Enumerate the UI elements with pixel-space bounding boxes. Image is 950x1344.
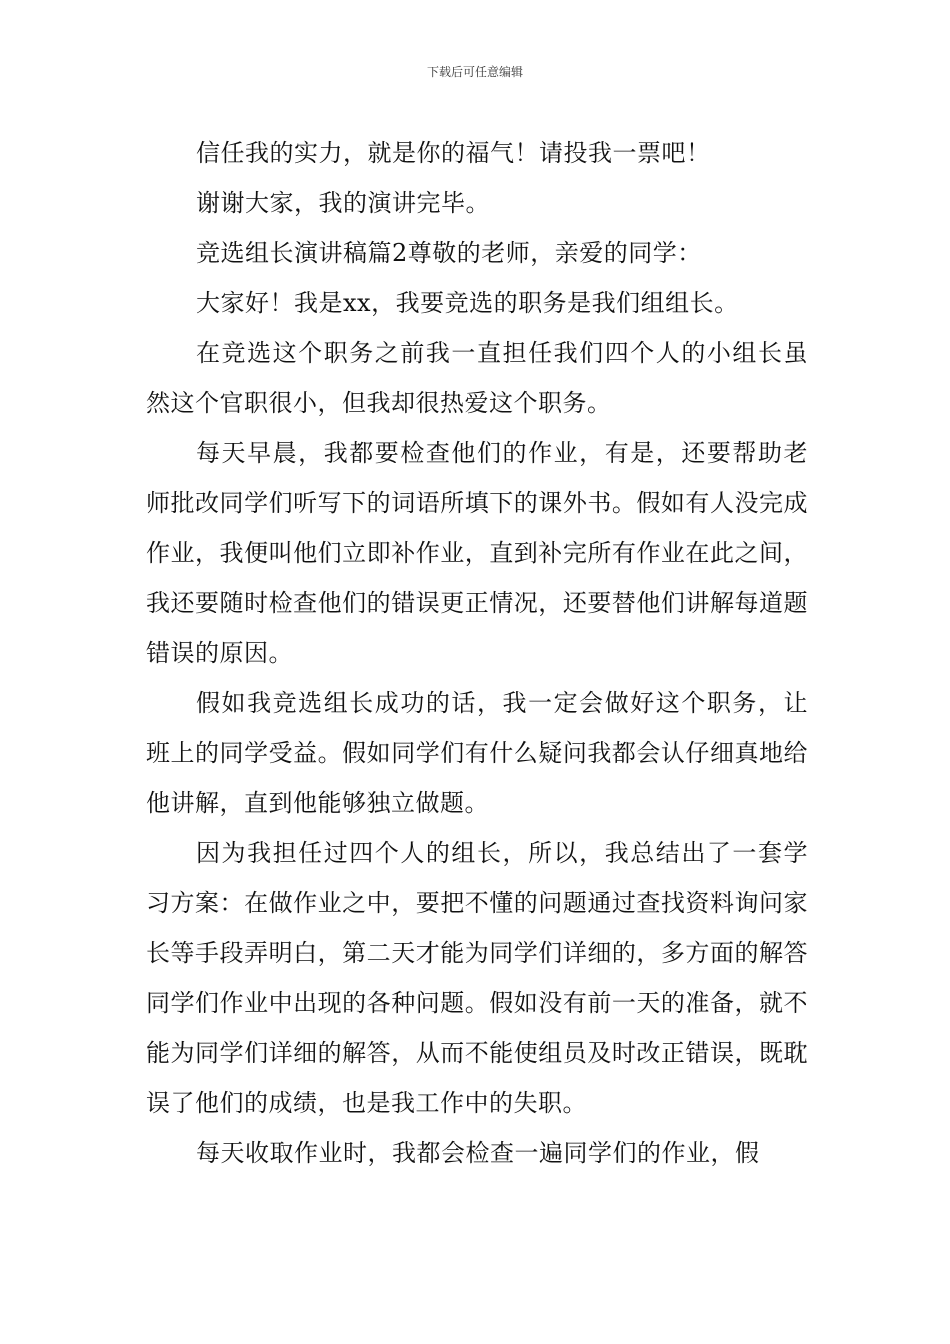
paragraph: 每天早晨，我都要检查他们的作业，有是，还要帮助老师批改同学们听写下的词语所填下的课外书。假如有人没完成作业，我便叫他们立即补作业，直到补完所有作业在此之间，我还要随时检查他们的错误更正情况，还要替他们讲解每道题错误的原因。 (146, 439, 808, 667)
paragraph: 谢谢大家，我的演讲完毕。 (196, 189, 490, 217)
paragraph: 假如我竞选组长成功的话，我一定会做好这个职务，让班上的同学受益。假如同学们有什么疑问我都会认仔细真地给他讲解，直到他能够独立做题。 (146, 689, 808, 817)
paragraph: 每天收取作业时，我都会检查一遍同学们的作业，假 (196, 1139, 760, 1167)
paragraph: 在竞选这个职务之前我一直担任我们四个人的小组长虽然这个官职很小，但我却很热爱这个职务。 (146, 339, 808, 417)
paragraph: 大家好！我是xx，我要竞选的职务是我们组组长。 (196, 289, 739, 317)
document-body (146, 128, 808, 1178)
paragraph: 因为我担任过四个人的组长，所以，我总结出了一套学习方案：在做作业之中，要把不懂的问题通过查找资料询问家长等手段弄明白，第二天才能为同学们详细的，多方面的解答同学们作业中出现的各种问题。假如没有前一天的准备，就不能为同学们详细的解答，从而不能使组员及时改正错误，既耽误了他们的成绩，也是我工作中的失职。 (146, 839, 808, 1117)
paragraph: 竞选组长演讲稿篇2尊敬的老师，亲爱的同学： (196, 239, 702, 267)
paragraph: 信任我的实力，就是你的福气！请投我一票吧！ (196, 139, 711, 167)
page-header: 下载后可任意编辑 (426, 65, 523, 79)
